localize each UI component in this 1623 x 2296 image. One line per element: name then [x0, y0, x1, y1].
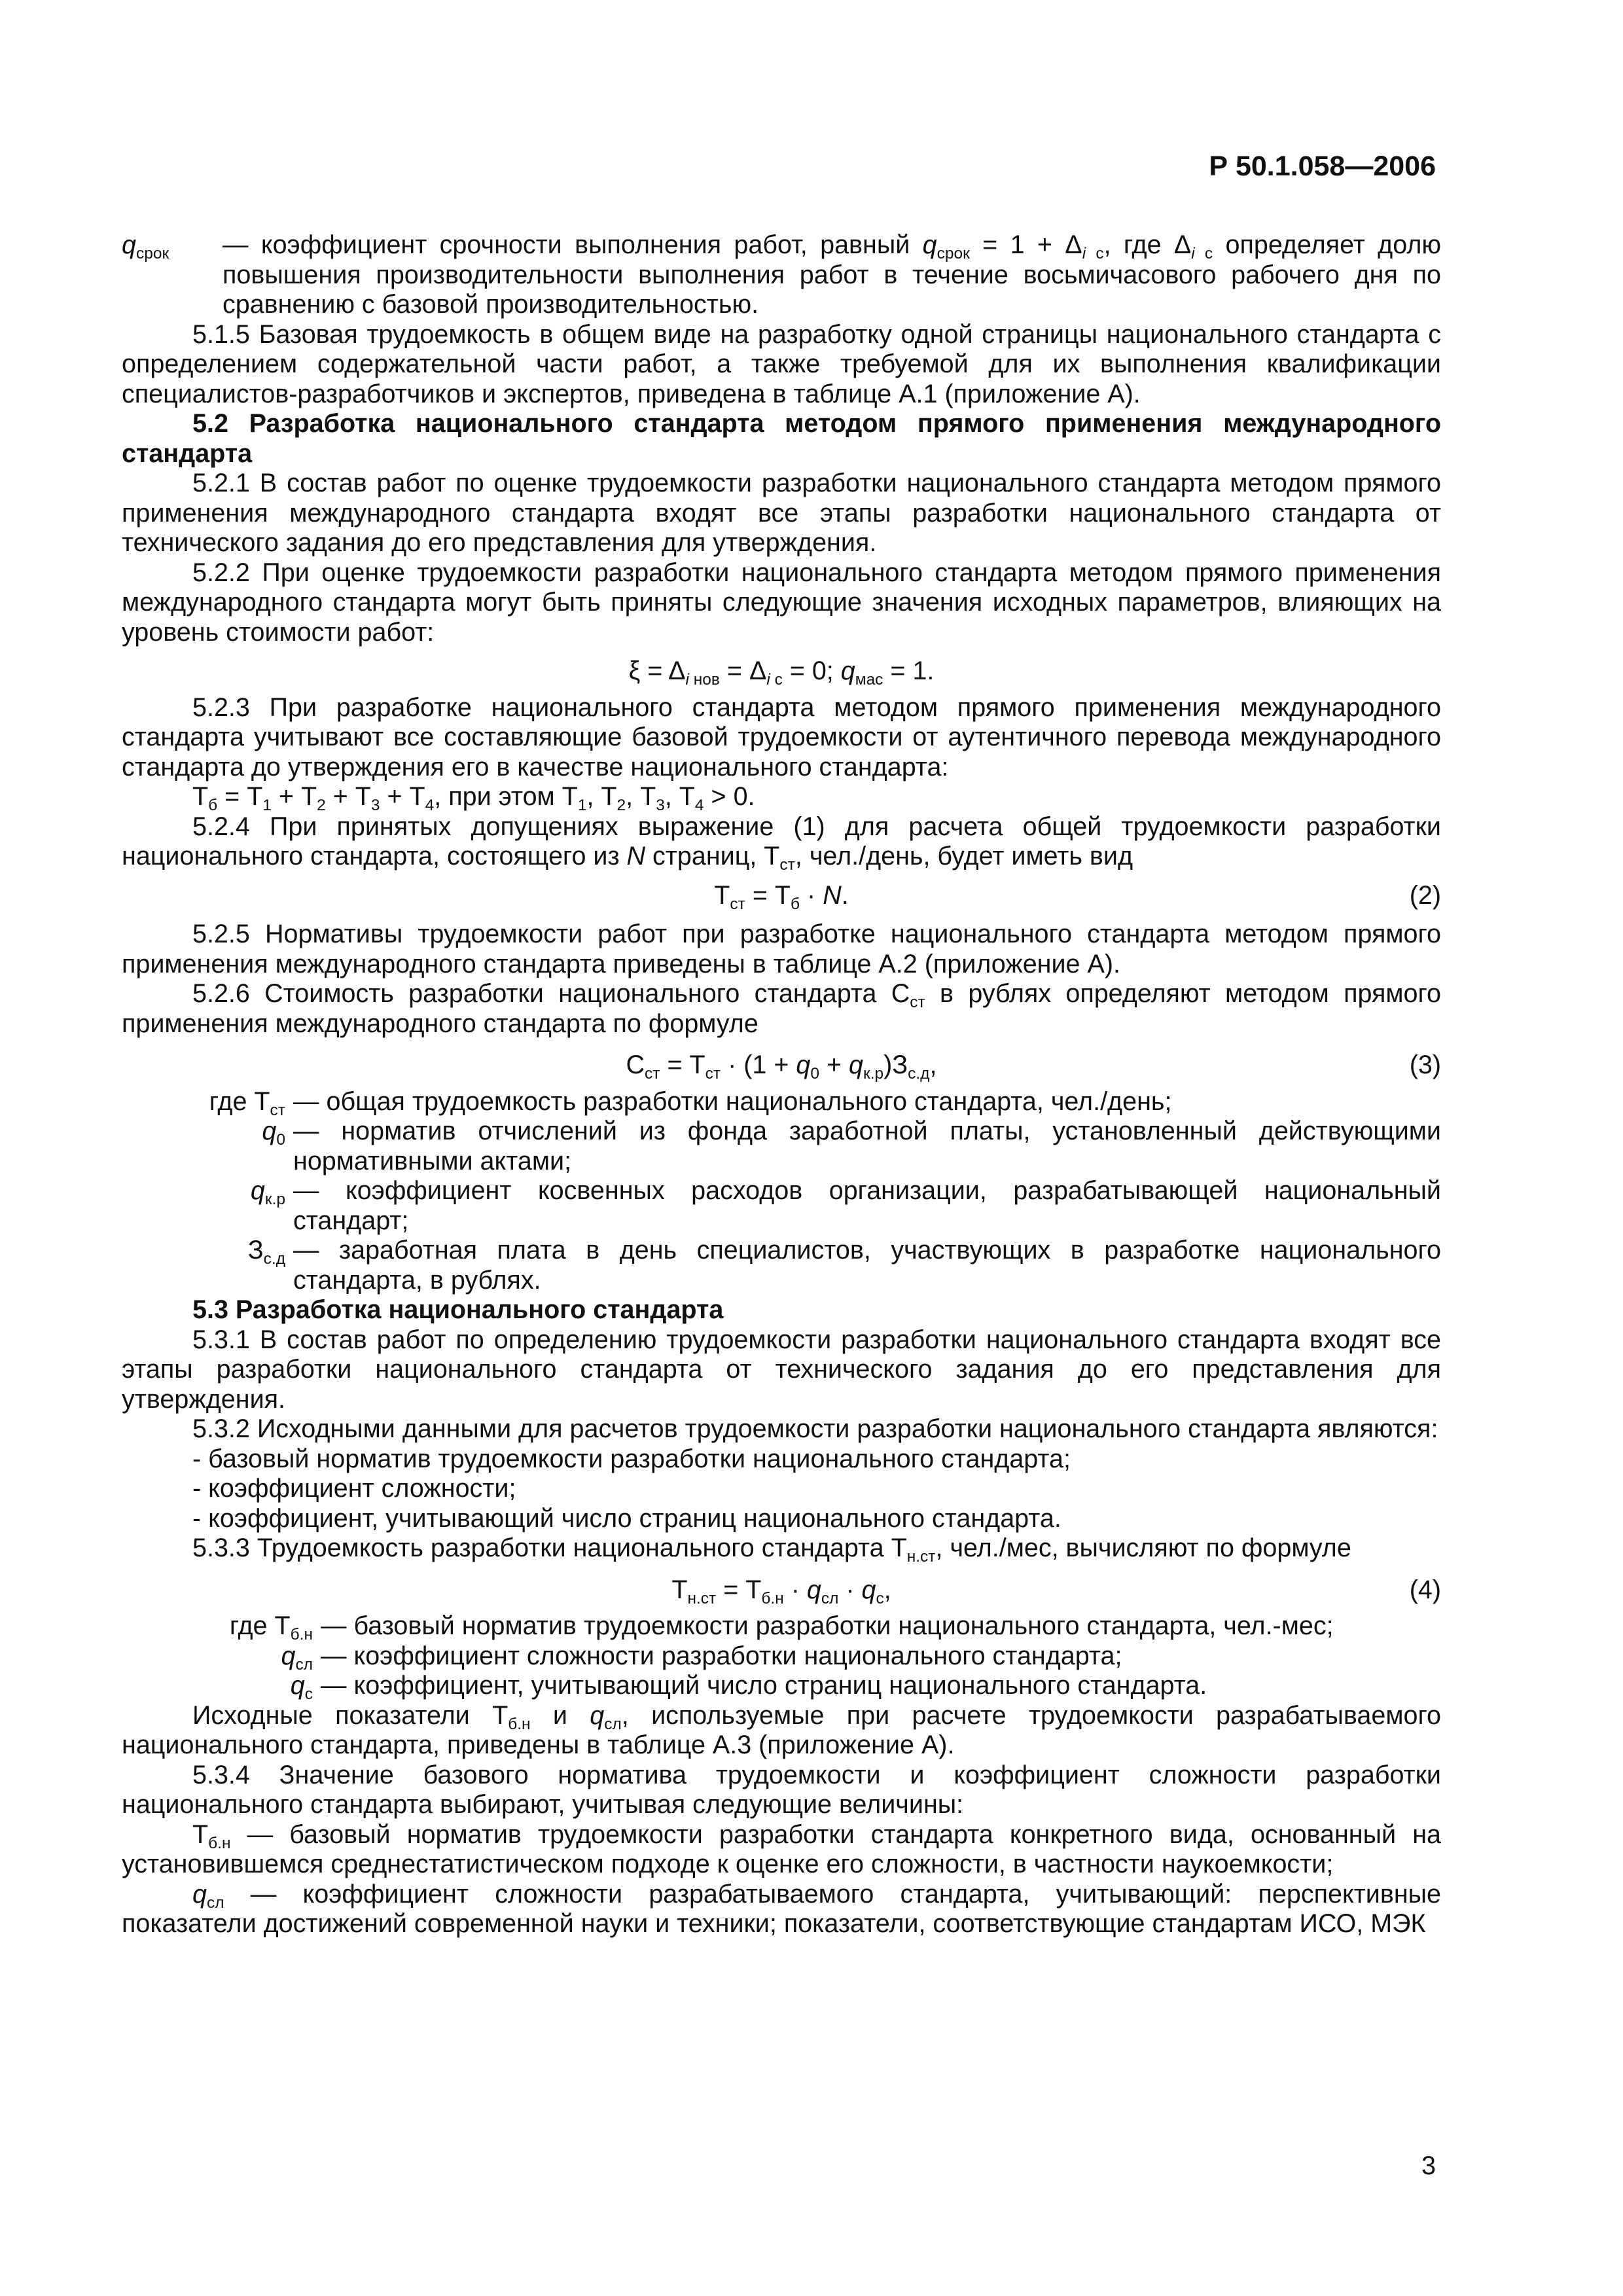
paragraph-5-2-5: 5.2.5 Нормативы трудоемкости работ при разработке национального стандарта методом прямого применения международного стандарта приведены в таблице А.2 (приложение А).	[122, 920, 1441, 978]
paragraph-5-2-6: 5.2.6 Стоимость разработки национального стандарта $С_{ст}$ в рублях определяют методом прямого применения международного стандарта по формуле	[122, 979, 1441, 1038]
list-item: - базовый норматив трудоемкости разработки национального стандарта;	[192, 1444, 1071, 1473]
equation-4-number: (4)	[1409, 1575, 1441, 1604]
section-heading-5-3: 5.3 Разработка национального стандарта	[192, 1295, 724, 1324]
list-item: - коэффициент сложности;	[192, 1474, 516, 1503]
qsrok-text: — коэффициент срочности выполнения работ, равный $q_{срок} = 1 + \Delta_{i с}$, где $\Delta_{i с}$ определяет долю повышения производительности выполнения работ в течение восьмичасового рабочего дня по сравнению с базовой производительностью.	[223, 230, 1441, 319]
definition-item: $q_с$ — коэффициент, учитывающий число страниц национального стандарта.	[290, 1671, 1207, 1703]
definition-item: где $Т_{б.н}$ — базовый норматив трудоемкости разработки национального стандарта, чел.-мес;	[229, 1611, 1334, 1643]
definition-item: $q_{сл}$ — коэффициент сложности разработки национального стандарта;	[281, 1641, 1122, 1674]
paragraph-5-3-4: 5.3.4 Значение базового норматива трудоемкости и коэффициент сложности разработки национального стандарта выбирают, учитывая следующие величины:	[122, 1760, 1441, 1819]
definition-item: $З_{с.д}$ — заработная плата в день специалистов, участвующих в разработке национального стандарта, в рублях.	[247, 1236, 1441, 1295]
definition-item: где $Т_{ст}$ — общая трудоемкость разработки национального стандарта, чел./день;	[209, 1086, 1172, 1119]
qsrok-term: $q_{срок}$	[122, 230, 169, 262]
qsrok-definition	[122, 230, 1441, 320]
paragraph-5-2-1: 5.2.1 В состав работ по оценке трудоемкости разработки национального стандарта методом прямого применения международного стандарта входят все этапы разработки национального стандарта от технического задания до его представления для утверждения.	[122, 469, 1441, 557]
page-body	[122, 230, 1441, 1939]
equation-4: $Т_{н.ст} = Т_{б.н} \cdot q_{сл} \cdot q_с$, (4)	[671, 1575, 1441, 1607]
tb-sum-line: $Т_б = Т_1 + Т_2 + Т_3 + Т_4$, при этом $Т_1$, $Т_2$, $Т_3$, $Т_4 > 0$.	[192, 782, 755, 814]
paragraph-5-2-2: 5.2.2 При оценке трудоемкости разработки национального стандарта методом прямого применения международного стандарта могут быть приняты следующие значения исходных параметров, влияющих на уровень стоимости работ:	[122, 558, 1441, 647]
page-number: 3	[1421, 2151, 1436, 2180]
equation-3-number: (3)	[1409, 1050, 1441, 1079]
definition-item: $q_0$ — норматив отчислений из фонда заработной платы, установленный действующими нормативными актами;	[262, 1117, 1441, 1175]
paragraph-tbn-definition: $Т_{б.н}$ — базовый норматив трудоемкости разработки стандарта конкретного вида, основанный на установившемся среднестатистическом подходе к оценке его сложности, в частности наукоемкости;	[122, 1820, 1441, 1878]
equation-3-definitions	[122, 1087, 1441, 1296]
equation-3: $С_{ст} = Т_{ст} \cdot (1 + q_0 + q_{к.р})З_{с.д}$, (3)	[626, 1050, 1441, 1083]
section-heading-5-2: 5.2 Разработка национального стандарта методом прямого применения международного стандарта	[122, 409, 1441, 468]
paragraph-5-3-1: 5.3.1 В состав работ по определению трудоемкости разработки национального стандарта входят все этапы разработки национального стандарта от технического задания до его представления для утверждения.	[122, 1325, 1441, 1414]
paragraph-5-2-3: 5.2.3 При разработке национального стандарта методом прямого применения международного стандарта учитывают все составляющие базовой трудоемкости от аутентичного перевода международного стандарта до утверждения его в качестве национального стандарта:	[122, 692, 1441, 781]
paragraph-5-3-2: 5.3.2 Исходными данными для расчетов трудоемкости разработки национального стандарта являются:	[192, 1414, 1438, 1443]
paragraph-5-2-4: 5.2.4 При принятых допущениях выражение (1) для расчета общей трудоемкости разработки национального стандарта, состоящего из N страниц, $Т_{ст}$, чел./день, будет иметь вид	[122, 812, 1441, 874]
document-id-header: Р 50.1.058—2006	[1209, 151, 1436, 182]
definition-item: $q_{к.р}$ — коэффициент косвенных расходов организации, разрабатывающей национальный стандарт;	[250, 1176, 1441, 1235]
list-item: - коэффициент, учитывающий число страниц национального стандарта.	[192, 1503, 1061, 1533]
equation-xi: $\xi = \Delta_{i нов} = \Delta_{i с} = 0$; $q_{мас} = 1$.	[628, 656, 935, 689]
paragraph-5-3-3: 5.3.3 Трудоемкость разработки национального стандарта $Т_{н.ст}$, чел./мес, вычисляют по формуле	[192, 1534, 1351, 1566]
equation-2-number: (2)	[1409, 880, 1441, 910]
paragraph-5-1-5: 5.1.5 Базовая трудоемкость в общем виде на разработку одной страницы национального стандарта с определением содержательной части работ, а также требуемой для их выполнения квалификации специалистов-разработчиков и экспертов, приведена в таблице А.1 (приложение А).	[122, 319, 1441, 408]
paragraph-source-indicators: Исходные показатели $Т_{б.н}$ и $q_{сл}$, используемые при расчете трудоемкости разрабатываемого национального стандарта, приведены в таблице А.3 (приложение А).	[122, 1700, 1441, 1759]
equation-2: $Т_{ст} = Т_б \cdot N$. (2)	[714, 880, 1441, 913]
equation-4-definitions	[122, 1611, 1441, 1701]
paragraph-qsl-definition: $q_{сл}$ — коэффициент сложности разрабатываемого стандарта, учитывающий: перспективные показатели достижений современной науки и техники; показатели, соответствующие стандартам ИСО, МЭК	[122, 1879, 1441, 1938]
